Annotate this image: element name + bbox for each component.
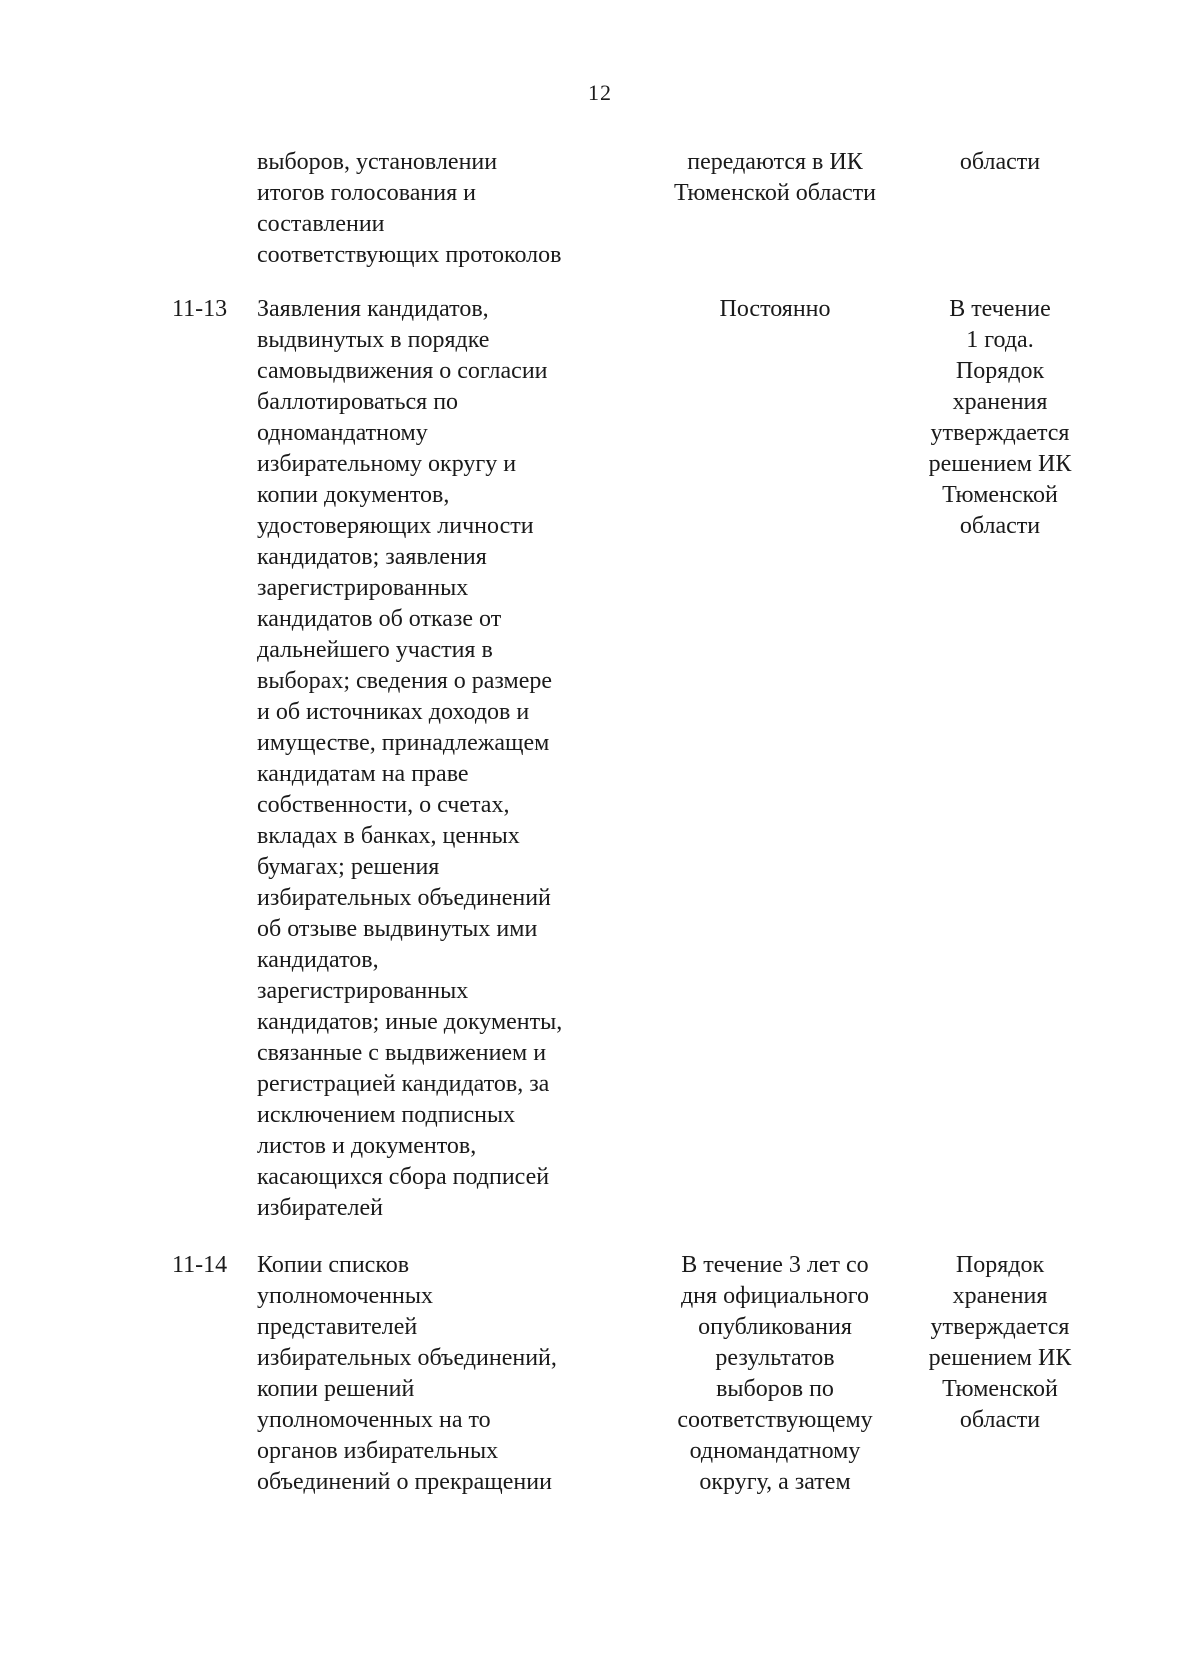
text-line: хранения — [952, 1283, 1048, 1309]
text-line: об отзыве выдвинутых ими — [257, 916, 538, 942]
text-line: вкладах в банках, ценных — [257, 823, 520, 849]
note-cell — [900, 1250, 1100, 1436]
page-number: 12 — [588, 80, 612, 105]
retention-term-cell — [650, 294, 900, 325]
text-line: органов избирательных — [257, 1438, 499, 1464]
text-line: одномандатному — [257, 420, 428, 446]
text-line: листов и документов, — [257, 1133, 477, 1159]
text-line: избирательных объединений — [257, 885, 551, 911]
text-line: области — [959, 149, 1041, 175]
text-line: выборов, установлении — [257, 149, 498, 175]
retention-term-cell — [650, 147, 900, 209]
text-line: области — [959, 1407, 1041, 1433]
text-line: утверждается — [930, 1314, 1070, 1340]
document-name-cell — [257, 147, 637, 271]
text-line: копии документов, — [257, 482, 450, 508]
note-cell — [900, 294, 1100, 542]
text-line: результатов — [715, 1345, 835, 1371]
text-line: баллотироваться по — [257, 389, 459, 415]
text-line: копии решений — [257, 1376, 415, 1402]
text-line: самовыдвижения о согласии — [257, 358, 548, 384]
text-line: Копии списков — [257, 1252, 410, 1278]
text-line: уполномоченных — [257, 1283, 433, 1309]
text-line: Заявления кандидатов, — [257, 296, 489, 322]
text-line: соответствующих протоколов — [257, 242, 562, 268]
text-line: решением ИК — [928, 451, 1072, 477]
text-line: Тюменской — [942, 482, 1058, 508]
text-line: касающихся сбора подписей — [257, 1164, 550, 1190]
text-line: кандидатов; иные документы, — [257, 1009, 563, 1035]
text-line: удостоверяющих личности — [257, 513, 534, 539]
text-line: Тюменской области — [674, 180, 876, 206]
text-line: округу, а затем — [699, 1469, 851, 1495]
row-number: 11-14 — [172, 1252, 228, 1278]
text-line: бумагах; решения — [257, 854, 440, 880]
document-name-cell — [257, 294, 637, 1224]
text-line: Тюменской — [942, 1376, 1058, 1402]
text-line: В течение 3 лет со — [681, 1252, 869, 1278]
text-line: кандидатов; заявления — [257, 544, 487, 570]
text-line: зарегистрированных — [257, 978, 469, 1004]
text-line: регистрацией кандидатов, за — [257, 1071, 550, 1097]
text-line: избирательных объединений, — [257, 1345, 557, 1371]
document-name-cell — [257, 1250, 637, 1498]
text-line: представителей — [257, 1314, 418, 1340]
text-line: избирателей — [257, 1195, 384, 1221]
text-line: решением ИК — [928, 1345, 1072, 1371]
text-line: соответствующему — [677, 1407, 873, 1433]
text-line: дня официального — [680, 1283, 870, 1309]
text-line: итогов голосования и — [257, 180, 476, 206]
text-line: Порядок — [955, 358, 1045, 384]
text-line: исключением подписных — [257, 1102, 516, 1128]
text-line: кандидатов об отказе от — [257, 606, 502, 632]
text-line: уполномоченных на то — [257, 1407, 491, 1433]
text-line: дальнейшего участия в — [257, 637, 493, 663]
text-line: имуществе, принадлежащем — [257, 730, 550, 756]
text-line: выдвинутых в порядке — [257, 327, 490, 353]
retention-term-cell — [650, 1250, 900, 1498]
row-number: 11-13 — [172, 296, 228, 322]
text-line: кандидатам на праве — [257, 761, 469, 787]
text-line: кандидатов, — [257, 947, 379, 973]
text-line: выборов по — [716, 1376, 834, 1402]
text-line: Постоянно — [719, 296, 831, 322]
text-line: связанные с выдвижением и — [257, 1040, 547, 1066]
text-line: опубликования — [698, 1314, 852, 1340]
text-line: составлении — [257, 211, 385, 237]
text-line: В течение — [949, 296, 1051, 322]
text-line: зарегистрированных — [257, 575, 469, 601]
text-line: Порядок — [955, 1252, 1045, 1278]
text-line: хранения — [952, 389, 1048, 415]
text-line: собственности, о счетах, — [257, 792, 510, 818]
text-line: объединений о прекращении — [257, 1469, 552, 1495]
text-line: и об источниках доходов и — [257, 699, 530, 725]
text-line: утверждается — [930, 420, 1070, 446]
text-line: области — [959, 513, 1041, 539]
text-line: выборах; сведения о размере — [257, 668, 553, 694]
text-line: передаются в ИК — [687, 149, 863, 175]
text-line: 1 года. — [966, 327, 1034, 353]
text-line: одномандатному — [689, 1438, 861, 1464]
note-cell — [900, 147, 1100, 178]
text-line: избирательному округу и — [257, 451, 517, 477]
